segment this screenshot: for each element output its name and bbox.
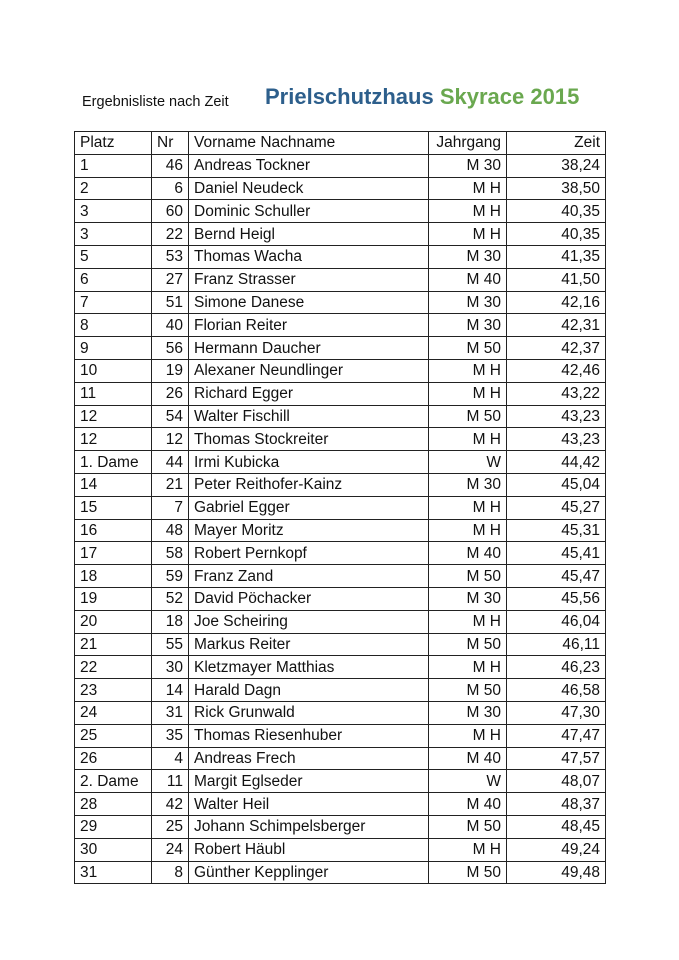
cell-platz: 17: [75, 542, 152, 565]
cell-nr: 52: [152, 587, 189, 610]
table-row: [75, 496, 606, 519]
cell-jahrgang: M 50: [429, 565, 507, 588]
column-header-jahrgang: Jahrgang: [429, 132, 507, 155]
table-row: [75, 177, 606, 200]
cell-zeit: 40,35: [507, 200, 606, 223]
cell-platz: 20: [75, 610, 152, 633]
table-row: [75, 382, 606, 405]
cell-zeit: 46,23: [507, 656, 606, 679]
table-row: [75, 610, 606, 633]
column-header-platz: Platz: [75, 132, 152, 155]
cell-jahrgang: M 50: [429, 337, 507, 360]
page-header: [0, 84, 679, 118]
table-row: [75, 701, 606, 724]
cell-jahrgang: M 30: [429, 587, 507, 610]
cell-name: Thomas Stockreiter: [189, 428, 429, 451]
cell-zeit: 40,35: [507, 223, 606, 246]
cell-jahrgang: M 30: [429, 314, 507, 337]
cell-name: Joe Scheiring: [189, 610, 429, 633]
cell-name: Mayer Moritz: [189, 519, 429, 542]
cell-jahrgang: M 50: [429, 815, 507, 838]
table-row: [75, 451, 606, 474]
table-row: [75, 359, 606, 382]
cell-jahrgang: M 40: [429, 747, 507, 770]
cell-name: Kletzmayer Matthias: [189, 656, 429, 679]
cell-zeit: 38,24: [507, 154, 606, 177]
cell-nr: 6: [152, 177, 189, 200]
cell-nr: 27: [152, 268, 189, 291]
cell-jahrgang: M H: [429, 359, 507, 382]
cell-zeit: 47,30: [507, 701, 606, 724]
cell-name: Gabriel Egger: [189, 496, 429, 519]
cell-nr: 22: [152, 223, 189, 246]
cell-name: Margit Eglseder: [189, 770, 429, 793]
cell-jahrgang: M H: [429, 177, 507, 200]
table-row: [75, 656, 606, 679]
table-row: [75, 679, 606, 702]
title-part-1: Prielschutzhaus: [265, 84, 434, 109]
cell-zeit: 43,22: [507, 382, 606, 405]
cell-jahrgang: M 30: [429, 291, 507, 314]
cell-name: Franz Strasser: [189, 268, 429, 291]
cell-nr: 51: [152, 291, 189, 314]
cell-name: Thomas Riesenhuber: [189, 724, 429, 747]
cell-platz: 24: [75, 701, 152, 724]
cell-platz: 11: [75, 382, 152, 405]
cell-name: Florian Reiter: [189, 314, 429, 337]
column-header-zeit: Zeit: [507, 132, 606, 155]
cell-zeit: 45,31: [507, 519, 606, 542]
table-row: [75, 154, 606, 177]
column-header-name: Vorname Nachname: [189, 132, 429, 155]
cell-nr: 31: [152, 701, 189, 724]
results-body: [75, 154, 606, 884]
cell-name: Andreas Frech: [189, 747, 429, 770]
cell-nr: 42: [152, 793, 189, 816]
cell-jahrgang: M H: [429, 223, 507, 246]
cell-zeit: 42,37: [507, 337, 606, 360]
cell-jahrgang: M 40: [429, 793, 507, 816]
cell-name: Robert Pernkopf: [189, 542, 429, 565]
cell-nr: 59: [152, 565, 189, 588]
cell-zeit: 49,48: [507, 861, 606, 884]
cell-platz: 12: [75, 405, 152, 428]
cell-platz: 26: [75, 747, 152, 770]
cell-zeit: 47,47: [507, 724, 606, 747]
cell-name: Robert Häubl: [189, 838, 429, 861]
cell-zeit: 48,07: [507, 770, 606, 793]
cell-name: Walter Heil: [189, 793, 429, 816]
cell-name: Richard Egger: [189, 382, 429, 405]
cell-platz: 3: [75, 200, 152, 223]
page-title: [265, 84, 579, 110]
cell-jahrgang: M 50: [429, 633, 507, 656]
table-row: [75, 747, 606, 770]
table-row: [75, 428, 606, 451]
cell-nr: 19: [152, 359, 189, 382]
table-row: [75, 200, 606, 223]
cell-nr: 54: [152, 405, 189, 428]
cell-name: Harald Dagn: [189, 679, 429, 702]
cell-name: Rick Grunwald: [189, 701, 429, 724]
cell-nr: 44: [152, 451, 189, 474]
cell-zeit: 46,04: [507, 610, 606, 633]
cell-zeit: 42,46: [507, 359, 606, 382]
cell-platz: 2. Dame: [75, 770, 152, 793]
table-row: [75, 223, 606, 246]
cell-name: Walter Fischill: [189, 405, 429, 428]
cell-jahrgang: W: [429, 770, 507, 793]
cell-zeit: 43,23: [507, 405, 606, 428]
column-header-nr: Nr: [152, 132, 189, 155]
cell-nr: 21: [152, 473, 189, 496]
cell-nr: 46: [152, 154, 189, 177]
cell-name: Simone Danese: [189, 291, 429, 314]
cell-zeit: 46,58: [507, 679, 606, 702]
title-part-2: Skyrace 2015: [439, 84, 580, 109]
cell-name: Andreas Tockner: [189, 154, 429, 177]
cell-platz: 14: [75, 473, 152, 496]
table-row: [75, 633, 606, 656]
cell-name: Bernd Heigl: [189, 223, 429, 246]
cell-platz: 1: [75, 154, 152, 177]
cell-platz: 23: [75, 679, 152, 702]
cell-nr: 18: [152, 610, 189, 633]
cell-name: Daniel Neudeck: [189, 177, 429, 200]
table-row: [75, 473, 606, 496]
table-row: [75, 838, 606, 861]
cell-nr: 35: [152, 724, 189, 747]
cell-platz: 7: [75, 291, 152, 314]
cell-zeit: 42,31: [507, 314, 606, 337]
cell-name: David Pöchacker: [189, 587, 429, 610]
cell-nr: 26: [152, 382, 189, 405]
table-row: [75, 587, 606, 610]
cell-nr: 56: [152, 337, 189, 360]
table-row: [75, 542, 606, 565]
cell-name: Dominic Schuller: [189, 200, 429, 223]
table-row: [75, 793, 606, 816]
cell-name: Markus Reiter: [189, 633, 429, 656]
cell-platz: 8: [75, 314, 152, 337]
cell-platz: 16: [75, 519, 152, 542]
cell-platz: 12: [75, 428, 152, 451]
cell-nr: 8: [152, 861, 189, 884]
table-row: [75, 815, 606, 838]
cell-nr: 55: [152, 633, 189, 656]
cell-platz: 18: [75, 565, 152, 588]
table-row: [75, 314, 606, 337]
table-row: [75, 405, 606, 428]
table-row: [75, 724, 606, 747]
cell-nr: 7: [152, 496, 189, 519]
cell-platz: 19: [75, 587, 152, 610]
cell-nr: 40: [152, 314, 189, 337]
cell-zeit: 41,50: [507, 268, 606, 291]
cell-platz: 3: [75, 223, 152, 246]
cell-platz: 29: [75, 815, 152, 838]
cell-platz: 21: [75, 633, 152, 656]
page-subtitle: Ergebnisliste nach Zeit: [82, 94, 229, 110]
cell-jahrgang: W: [429, 451, 507, 474]
table-row: [75, 519, 606, 542]
cell-jahrgang: M H: [429, 610, 507, 633]
cell-zeit: 47,57: [507, 747, 606, 770]
cell-name: Thomas Wacha: [189, 245, 429, 268]
cell-nr: 53: [152, 245, 189, 268]
cell-zeit: 49,24: [507, 838, 606, 861]
cell-nr: 60: [152, 200, 189, 223]
cell-platz: 15: [75, 496, 152, 519]
cell-nr: 58: [152, 542, 189, 565]
cell-jahrgang: M 30: [429, 154, 507, 177]
cell-nr: 30: [152, 656, 189, 679]
cell-jahrgang: M H: [429, 519, 507, 542]
cell-name: Peter Reithofer-Kainz: [189, 473, 429, 496]
cell-zeit: 43,23: [507, 428, 606, 451]
cell-zeit: 45,04: [507, 473, 606, 496]
cell-nr: 14: [152, 679, 189, 702]
cell-platz: 22: [75, 656, 152, 679]
cell-zeit: 42,16: [507, 291, 606, 314]
cell-jahrgang: M H: [429, 428, 507, 451]
cell-name: Alexaner Neundlinger: [189, 359, 429, 382]
cell-platz: 9: [75, 337, 152, 360]
cell-jahrgang: M 40: [429, 268, 507, 291]
cell-zeit: 45,27: [507, 496, 606, 519]
table-row: [75, 770, 606, 793]
cell-jahrgang: M 50: [429, 405, 507, 428]
cell-jahrgang: M 30: [429, 701, 507, 724]
cell-jahrgang: M H: [429, 656, 507, 679]
cell-platz: 31: [75, 861, 152, 884]
cell-jahrgang: M H: [429, 382, 507, 405]
cell-platz: 2: [75, 177, 152, 200]
cell-jahrgang: M 50: [429, 861, 507, 884]
cell-zeit: 38,50: [507, 177, 606, 200]
cell-nr: 25: [152, 815, 189, 838]
cell-jahrgang: M H: [429, 724, 507, 747]
cell-platz: 30: [75, 838, 152, 861]
table-row: [75, 268, 606, 291]
cell-platz: 25: [75, 724, 152, 747]
table-header-row: [75, 132, 606, 155]
cell-nr: 11: [152, 770, 189, 793]
cell-jahrgang: M 40: [429, 542, 507, 565]
results-table: [74, 131, 606, 884]
table-row: [75, 861, 606, 884]
cell-name: Franz Zand: [189, 565, 429, 588]
cell-platz: 6: [75, 268, 152, 291]
table-row: [75, 565, 606, 588]
cell-platz: 1. Dame: [75, 451, 152, 474]
cell-zeit: 45,47: [507, 565, 606, 588]
cell-zeit: 45,56: [507, 587, 606, 610]
cell-zeit: 41,35: [507, 245, 606, 268]
cell-jahrgang: M H: [429, 496, 507, 519]
cell-name: Hermann Daucher: [189, 337, 429, 360]
cell-nr: 12: [152, 428, 189, 451]
cell-zeit: 46,11: [507, 633, 606, 656]
table-row: [75, 337, 606, 360]
cell-name: Irmi Kubicka: [189, 451, 429, 474]
cell-jahrgang: M 30: [429, 473, 507, 496]
cell-platz: 10: [75, 359, 152, 382]
cell-jahrgang: M H: [429, 838, 507, 861]
cell-zeit: 45,41: [507, 542, 606, 565]
cell-nr: 24: [152, 838, 189, 861]
cell-jahrgang: M H: [429, 200, 507, 223]
cell-zeit: 48,45: [507, 815, 606, 838]
cell-platz: 28: [75, 793, 152, 816]
cell-nr: 4: [152, 747, 189, 770]
table-row: [75, 245, 606, 268]
cell-zeit: 48,37: [507, 793, 606, 816]
table-row: [75, 291, 606, 314]
cell-jahrgang: M 30: [429, 245, 507, 268]
cell-zeit: 44,42: [507, 451, 606, 474]
cell-jahrgang: M 50: [429, 679, 507, 702]
cell-nr: 48: [152, 519, 189, 542]
cell-name: Günther Kepplinger: [189, 861, 429, 884]
cell-name: Johann Schimpelsberger: [189, 815, 429, 838]
cell-platz: 5: [75, 245, 152, 268]
